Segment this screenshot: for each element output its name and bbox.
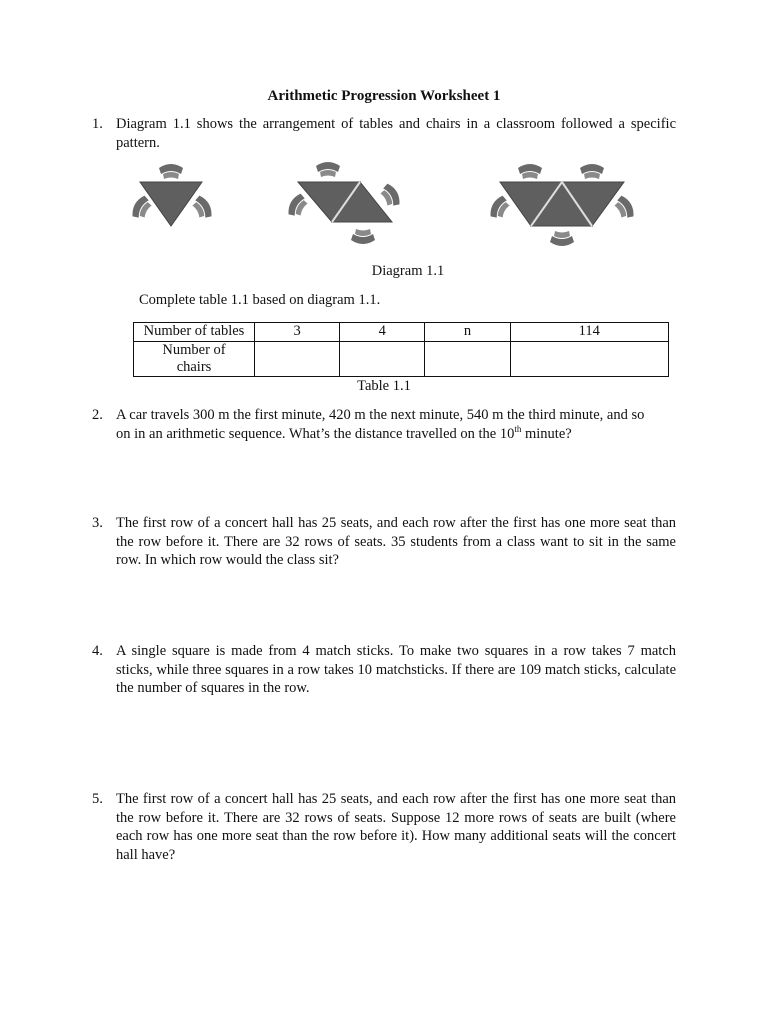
table-row-header: Number of tables: [134, 323, 255, 342]
question-number: 4.: [92, 643, 103, 659]
table-cell-blank[interactable]: [340, 342, 425, 377]
question-number: 3.: [92, 515, 103, 531]
question-4: [92, 642, 676, 698]
table-cell-blank[interactable]: [510, 342, 668, 377]
tables-and-chairs-diagram: [120, 158, 640, 248]
table-cell: n: [425, 323, 510, 342]
arrangement-two-tables: [285, 162, 403, 244]
diagram-1-1: [120, 158, 640, 248]
table-row: [134, 342, 669, 377]
question-number: 2.: [92, 407, 103, 423]
question-text: The first row of a concert hall has 25 seats, and each row after the first has one more seat than the row before it. There are 32 rows of seats. Suppose 12 more rows of seats are built (where each row has one more seat than the row before it). How many additional seats will the concert hall have?: [116, 791, 676, 863]
arrangement-one-table: [129, 164, 215, 226]
question-number: 5.: [92, 791, 103, 807]
table-cell: 114: [510, 323, 668, 342]
question-text: A single square is made from 4 match sticks. To make two squares in a row takes 7 match sticks, while three squares in a row takes 10 matchsticks. If there are 109 match sticks, calculate the number of squares in the row.: [116, 643, 676, 696]
question-text: The first row of a concert hall has 25 seats, and each row after the first has one more seat than the row before it. There are 32 rows of seats. 35 students from a class want to sit in the same row. In which row would the class sit?: [116, 515, 676, 568]
table-cell-blank[interactable]: [255, 342, 340, 377]
table-cell: 4: [340, 323, 425, 342]
page-title: Arithmetic Progression Worksheet 1: [267, 88, 501, 104]
question-3: [92, 514, 676, 570]
question-text: A car travels 300 m the first minute, 420 m the next minute, 540 m the third minute, and so: [116, 407, 645, 423]
diagram-caption: Diagram 1.1: [371, 263, 445, 279]
question-5: [92, 790, 676, 864]
question-text: Diagram 1.1 shows the arrangement of tables and chairs in a classroom followed a specific pattern.: [116, 116, 676, 151]
question-2: [92, 406, 676, 443]
table-cell: 3: [255, 323, 340, 342]
question-1: [92, 115, 676, 152]
question-text-line2: on in an arithmetic sequence. What’s the distance travelled on the 10th minute?: [116, 423, 572, 442]
table-caption: Table 1.1: [357, 378, 411, 394]
question-number: 1.: [92, 116, 103, 132]
table-row-header: Number of chairs: [134, 342, 255, 377]
table-row: [134, 323, 669, 342]
table-1-1: [133, 322, 669, 377]
table-cell-blank[interactable]: [425, 342, 510, 377]
table-instruction: Complete table 1.1 based on diagram 1.1.: [139, 292, 381, 308]
arrangement-three-tables: [487, 164, 637, 246]
